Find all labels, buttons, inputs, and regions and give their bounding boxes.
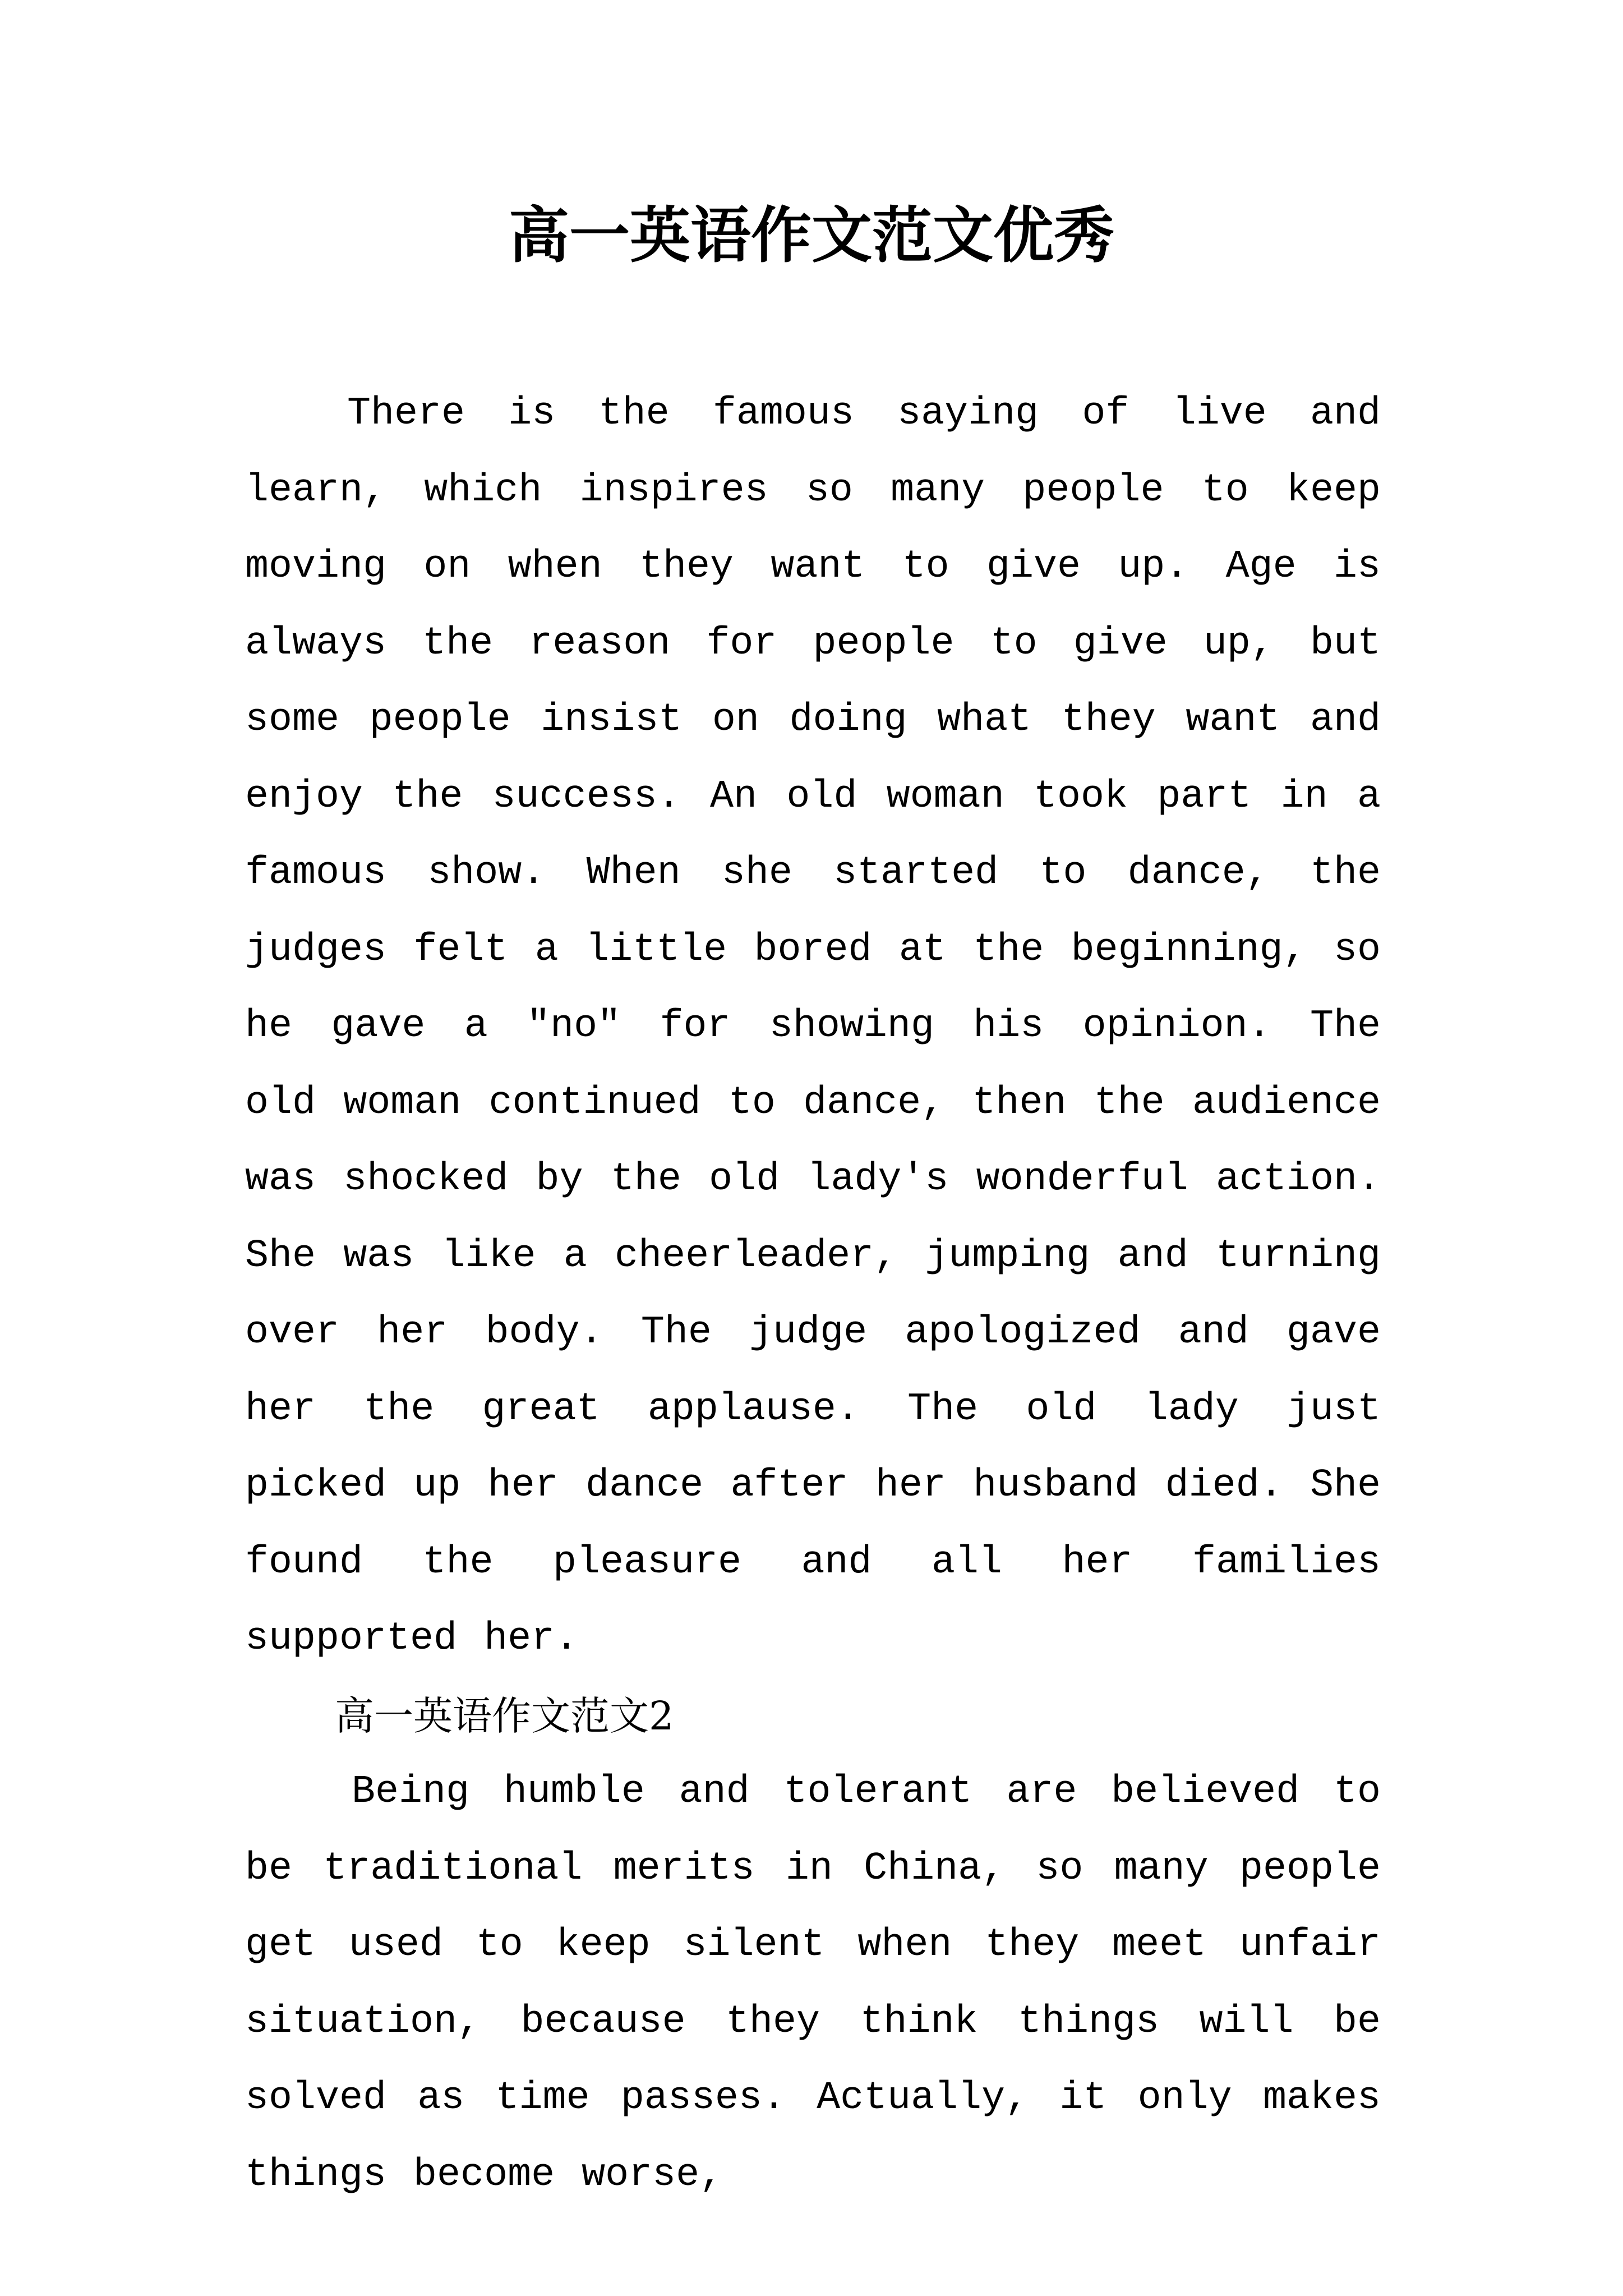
essay-paragraph-1: There is the famous saying of live and learn, which inspires so many people to keep moving on when they want to give up. Age is always the reason for people to give up, but some people insist on doing what they want and enjoy the success. An old woman took part in a famous show. When she started to dance, the judges felt a little bored at the beginning, so he gave a "no" for showing his opinion. The old woman continued to dance, then the audience was shocked by the old lady's wonderful action. She was like a cheerleader, jumping and turning over her body. The judge apologized and gave her the great applause. The old lady just picked up her dance after her husband died. She found the pleasure and all her families supported her. [245, 392, 1381, 1661]
essay-paragraph-2: Being humble and tolerant are believed to be traditional merits in China, so many people get used to keep silent when they meet unfair situation, because they think things will be solved as time passes. Actually, it only makes things become worse, [245, 1770, 1381, 2197]
document-body [245, 376, 1381, 2214]
essay-subheading-2: 高一英语作文范文2 [335, 1692, 674, 1739]
document-title: 高一英语作文范文优秀 [508, 200, 1114, 271]
